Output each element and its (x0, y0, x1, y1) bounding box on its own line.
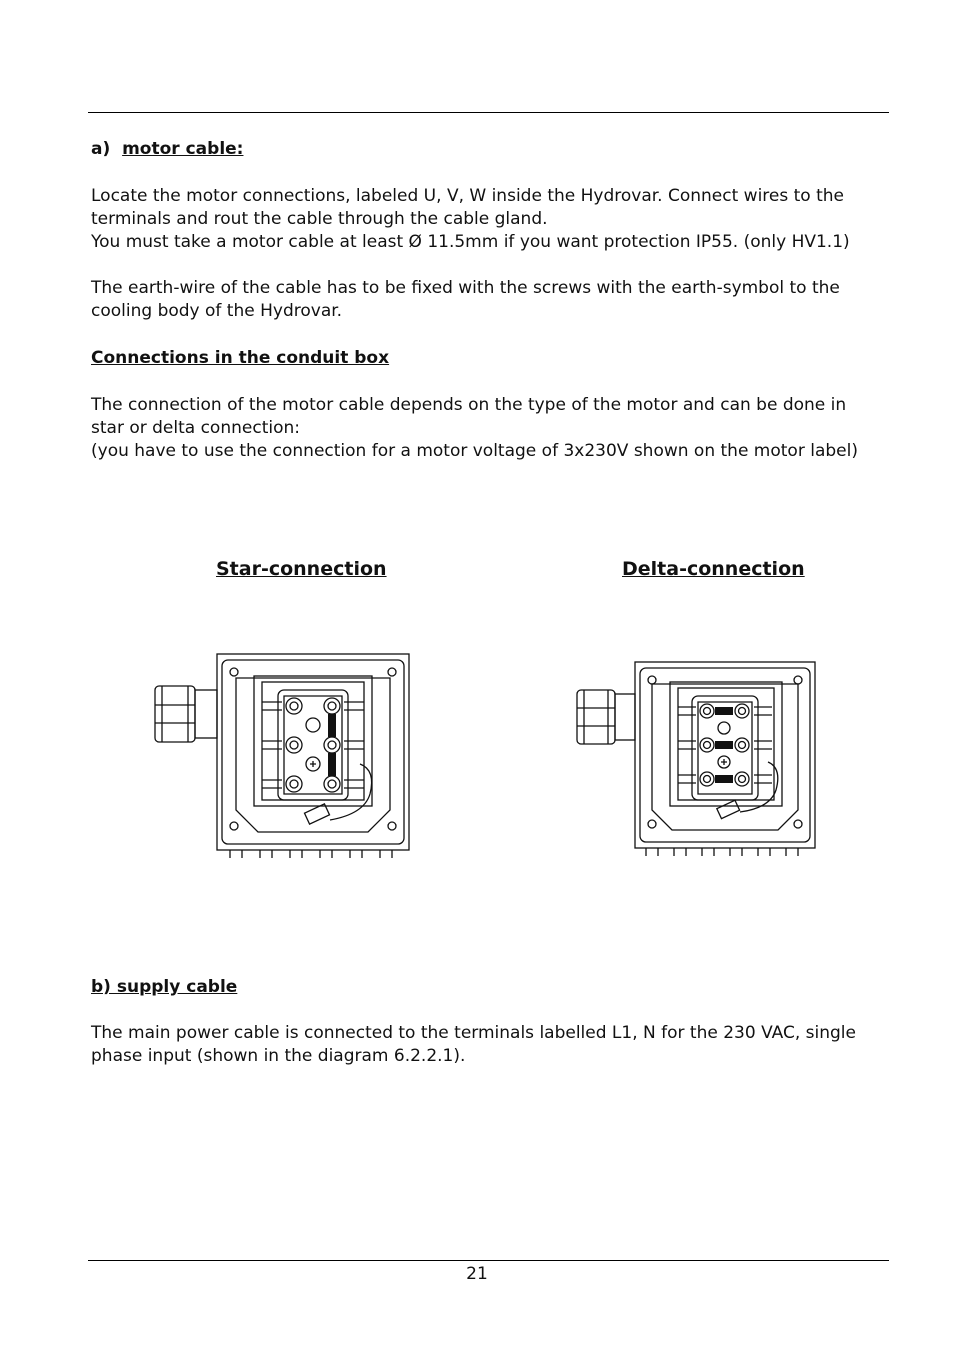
section-b-line-1: The main power cable is connected to the terminals labelled L1, N for the 230 VAC, single (91, 1023, 856, 1043)
section-a-label: a) (91, 139, 111, 159)
section-a-line-3: You must take a motor cable at least Ø 11.5mm if you want protection IP55. (only HV1.1) (91, 232, 850, 252)
earth-wire-line-2: cooling body of the Hydrovar. (91, 301, 343, 321)
delta-connection-title: Delta-connection (622, 558, 805, 580)
earth-wire-line-1: The earth-wire of the cable has to be fixed with the screws with the earth-symbol to the (91, 278, 840, 298)
section-b-line-2: phase input (shown in the diagram 6.2.2.1). (91, 1046, 466, 1066)
conduit-line-2: star or delta connection: (91, 418, 300, 438)
conduit-line-3: (you have to use the connection for a motor voltage of 3x230V shown on the motor label) (91, 441, 858, 461)
conduit-heading: Connections in the conduit box (91, 348, 390, 368)
section-a-line-1: Locate the motor connections, labeled U, V, W inside the Hydrovar. Connect wires to the (91, 186, 845, 206)
delta-connection-diagram (572, 658, 822, 858)
section-b-heading: b) supply cable (91, 977, 238, 997)
header-rule (88, 112, 889, 113)
star-connection-title: Star-connection (216, 558, 387, 580)
conduit-line-1: The connection of the motor cable depends on the type of the motor and can be done in (91, 395, 847, 415)
section-a-heading (91, 138, 243, 161)
footer-rule (88, 1260, 889, 1261)
star-connection-diagram (150, 650, 415, 862)
page-number: 21 (466, 1264, 488, 1284)
section-a-title: motor cable: (122, 139, 244, 159)
section-a-line-2: terminals and rout the cable through the cable gland. (91, 209, 548, 229)
